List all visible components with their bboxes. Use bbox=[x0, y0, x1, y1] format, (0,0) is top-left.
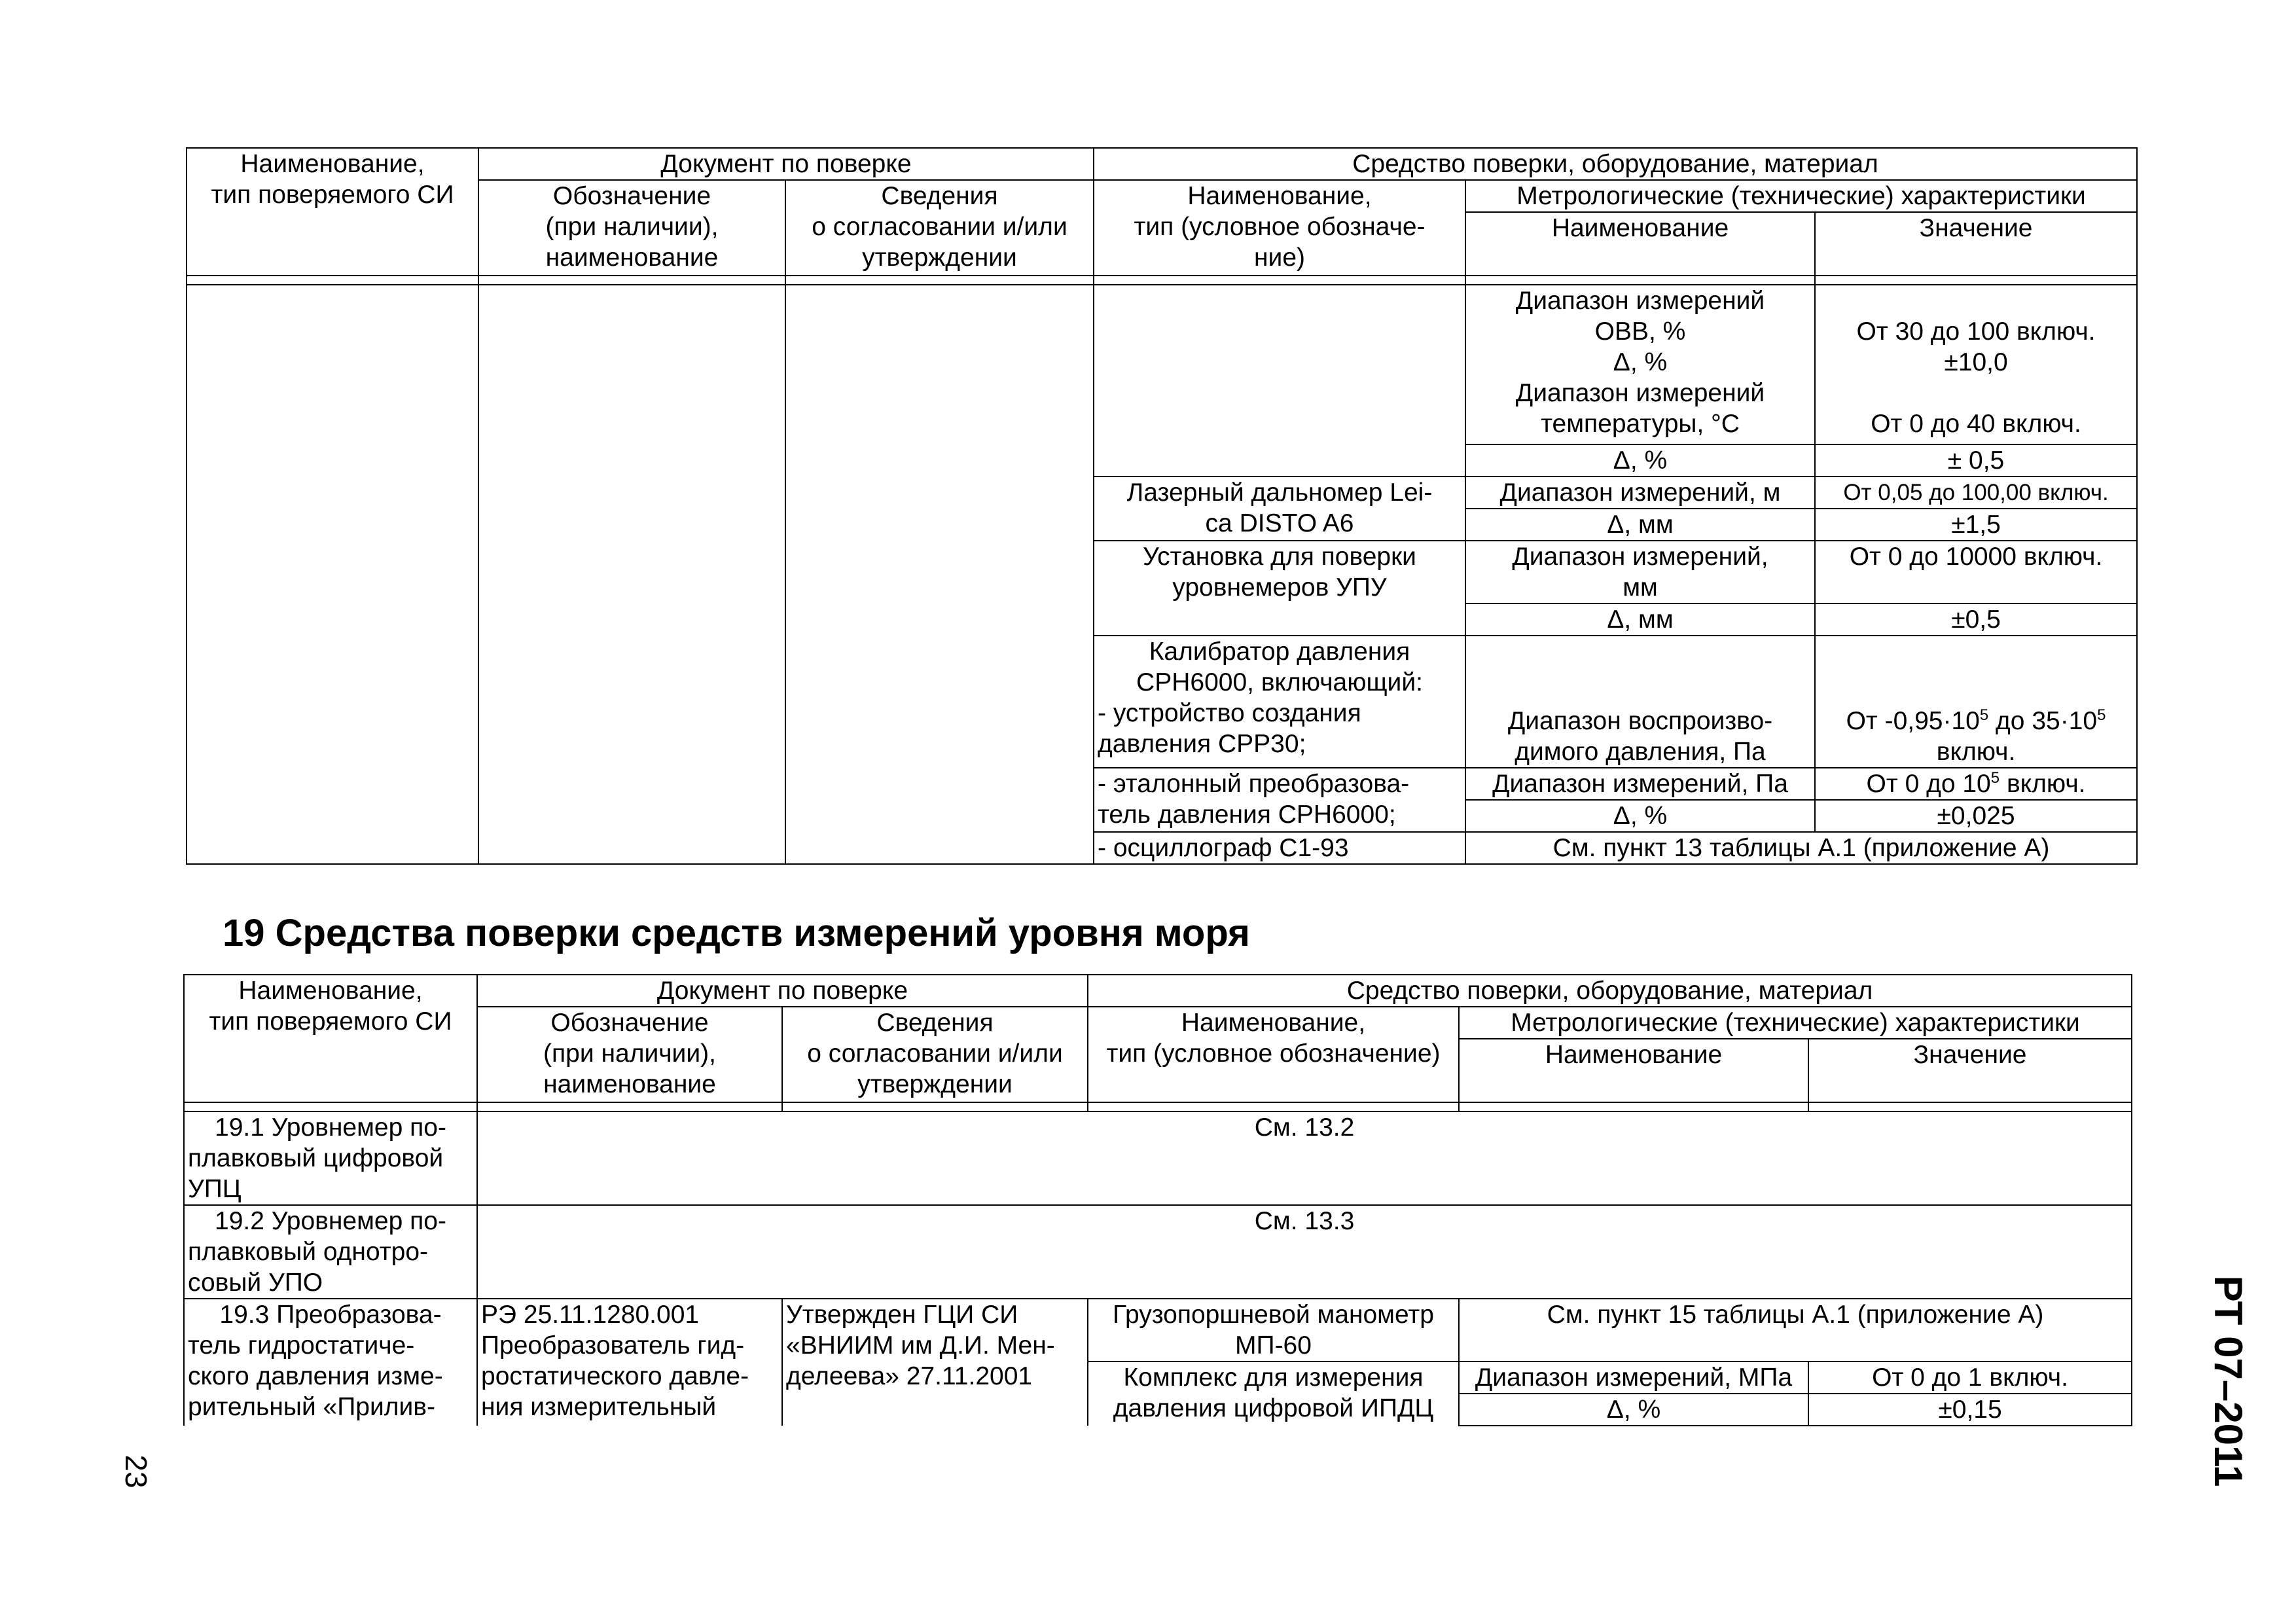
col-header-char-value: Значение bbox=[1808, 1039, 2132, 1102]
empty-cell bbox=[187, 285, 478, 864]
humidity-delta-value: ± 0,5 bbox=[1815, 444, 2137, 477]
humidity-char-names: Диапазон измерений ОВВ, % Δ, % Диапазон измерений температуры, °С bbox=[1465, 285, 1815, 444]
cph-sensor-range-value: От 0 до $10^5$ включ. bbox=[1815, 768, 2137, 800]
cph6000-sensor: - эталонный преобразова- тель давления СРН6000; bbox=[1094, 768, 1465, 832]
col-header-si-name: Наименование, тип поверяемого СИ bbox=[184, 975, 477, 1102]
col-header-approval: Сведения о согласовании и/или утверждении bbox=[785, 180, 1094, 276]
sea-level-verification-table bbox=[183, 974, 2132, 1426]
cph6000-calibrator: Калибратор давления СРН6000, включающий: - устройство создания давления СРР30; bbox=[1094, 636, 1465, 768]
upu-range-value: От 0 до 10000 включ. bbox=[1815, 541, 2137, 604]
col-header-equipment: Средство поверки, оборудование, материал bbox=[1094, 148, 2137, 180]
col-header-char-name: Наименование bbox=[1465, 212, 1815, 276]
table-row bbox=[184, 1111, 2132, 1205]
col-header-document: Документ по поверке bbox=[477, 975, 1088, 1007]
ipdc-range-value: От 0 до 1 включ. bbox=[1808, 1362, 2132, 1394]
col-header-metrological: Метрологические (технические) характеристики bbox=[1459, 1007, 2132, 1039]
section-title: 19 Средства поверки средств измерений уровня моря bbox=[223, 912, 1250, 954]
item-19-2-ref: См. 13.3 bbox=[477, 1205, 2132, 1299]
col-header-designation: Обозначение (при наличии), наименование bbox=[478, 180, 785, 276]
col-header-approval: Сведения о согласовании и/или утверждении bbox=[782, 1007, 1088, 1102]
col-header-designation: Обозначение (при наличии), наименование bbox=[477, 1007, 782, 1102]
upu-delta-value: ±0,5 bbox=[1815, 604, 2137, 636]
table-row bbox=[184, 1299, 2132, 1362]
empty-cell bbox=[1094, 285, 1465, 477]
header-separator bbox=[187, 276, 2137, 285]
upu-installation: Установка для поверки уровнемеров УПУ bbox=[1094, 541, 1465, 636]
col-header-metrological: Метрологические (технические) характеристики bbox=[1465, 180, 2137, 212]
oscillograph: - осциллограф С1-93 bbox=[1094, 832, 1465, 864]
ipdc-delta: Δ, % bbox=[1459, 1394, 1808, 1426]
oscillograph-ref: См. пункт 13 таблицы А.1 (приложение А) bbox=[1465, 832, 2137, 864]
document-code: РТ 07–2011 bbox=[2206, 1275, 2251, 1487]
ipdc-range: Диапазон измерений, МПа bbox=[1459, 1362, 1808, 1394]
leica-delta: Δ, мм bbox=[1465, 509, 1815, 541]
table-row bbox=[184, 1205, 2132, 1299]
upu-delta: Δ, мм bbox=[1465, 604, 1815, 636]
item-19-1-ref: См. 13.2 bbox=[477, 1111, 2132, 1205]
table-row bbox=[187, 285, 2137, 444]
humidity-char-values: От 30 до 100 включ. ±10,0 От 0 до 40 включ. bbox=[1815, 285, 2137, 444]
ipdc-complex: Комплекс для измерения давления цифровой ИПДЦ bbox=[1088, 1362, 1459, 1426]
item-19-3-approval: Утвержден ГЦИ СИ «ВНИИМ им Д.И. Мен- делеева» 27.11.2001 bbox=[782, 1299, 1088, 1426]
header-separator bbox=[184, 1102, 2132, 1111]
item-19-3-document: РЭ 25.11.1280.001 Преобразователь гид- ростатического давле- ния измерительный bbox=[477, 1299, 782, 1426]
col-header-char-value: Значение bbox=[1815, 212, 2137, 276]
piston-manometer-ref: См. пункт 15 таблицы А.1 (приложение А) bbox=[1459, 1299, 2132, 1362]
humidity-delta: Δ, % bbox=[1465, 444, 1815, 477]
col-header-document: Документ по поверке bbox=[478, 148, 1094, 180]
cph-range: Диапазон воспроизво- димого давления, Па bbox=[1465, 636, 1815, 768]
cph-range-value: От $-0,95\cdot 10^5$ до $35\cdot 10^5$ включ. bbox=[1815, 636, 2137, 768]
item-19-1-name: 19.1 Уровнемер по- плавковый цифровой УПЦ bbox=[184, 1111, 477, 1205]
col-header-tool-name: Наименование, тип (условное обозначение) bbox=[1088, 1007, 1459, 1102]
item-19-2-name: 19.2 Уровнемер по- плавковый однотро- совый УПО bbox=[184, 1205, 477, 1299]
ipdc-delta-value: ±0,15 bbox=[1808, 1394, 2132, 1426]
verification-table-continued bbox=[186, 147, 2138, 865]
leica-rangefinder: Лазерный дальномер Lei- ca DISTO A6 bbox=[1094, 477, 1465, 541]
leica-range-value: От 0,05 до 100,00 включ. bbox=[1815, 477, 2137, 509]
empty-cell bbox=[478, 285, 785, 864]
empty-cell bbox=[785, 285, 1094, 864]
upu-range: Диапазон измерений, мм bbox=[1465, 541, 1815, 604]
piston-manometer: Грузопоршневой манометр МП-60 bbox=[1088, 1299, 1459, 1362]
item-19-3-name: 19.3 Преобразова- тель гидростатиче- ского давления изме- рительный «Прилив- bbox=[184, 1299, 477, 1426]
page-number: 23 bbox=[119, 1454, 153, 1489]
cph-sensor-delta-value: ±0,025 bbox=[1815, 800, 2137, 832]
col-header-si-name: Наименование, тип поверяемого СИ bbox=[187, 148, 478, 276]
col-header-tool-name: Наименование, тип (условное обозначе- ние) bbox=[1094, 180, 1465, 276]
cph-sensor-delta: Δ, % bbox=[1465, 800, 1815, 832]
col-header-char-name: Наименование bbox=[1459, 1039, 1808, 1102]
leica-delta-value: ±1,5 bbox=[1815, 509, 2137, 541]
col-header-equipment: Средство поверки, оборудование, материал bbox=[1088, 975, 2132, 1007]
leica-range: Диапазон измерений, м bbox=[1465, 477, 1815, 509]
cph-sensor-range: Диапазон измерений, Па bbox=[1465, 768, 1815, 800]
